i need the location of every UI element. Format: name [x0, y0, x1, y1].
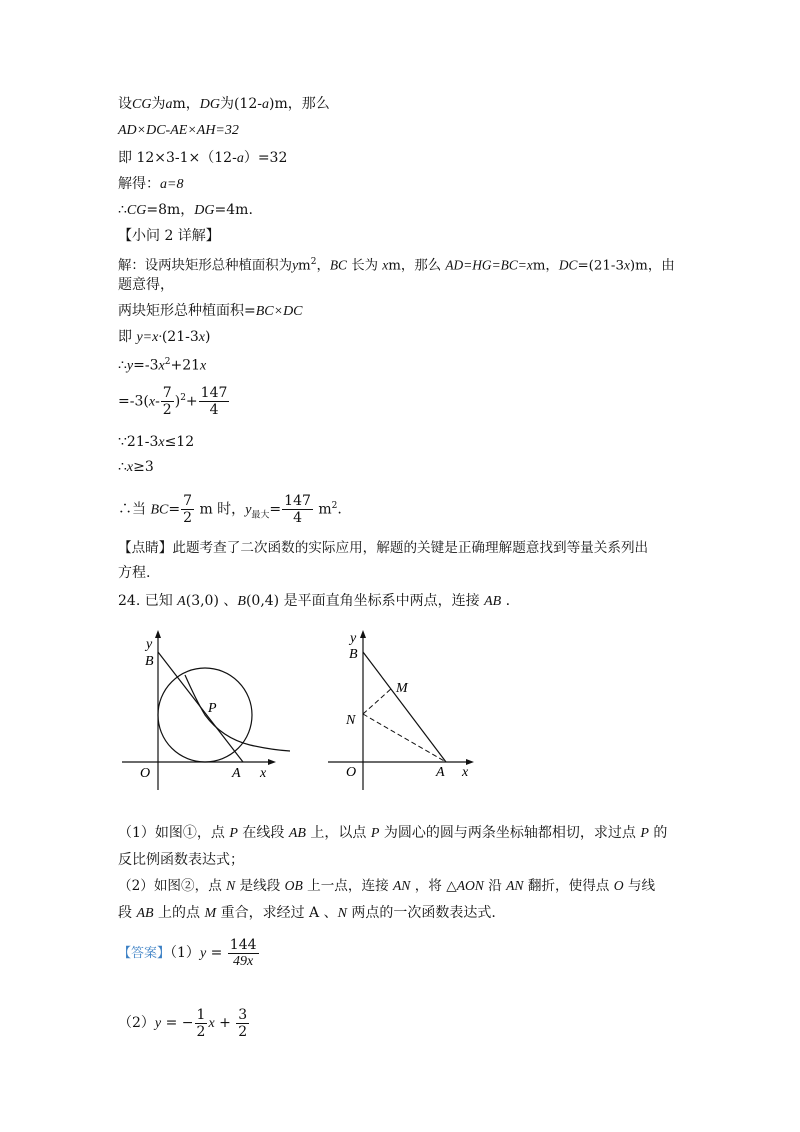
- denominator: 2: [238, 1023, 248, 1040]
- var-y: y: [245, 502, 252, 518]
- text: =4m.: [214, 202, 253, 218]
- text: ≤12: [164, 434, 195, 450]
- text: 是平面直角坐标系中两点，连接: [279, 593, 485, 609]
- label-y: y: [146, 637, 153, 652]
- therefore-symbol: ∴: [118, 357, 127, 374]
- segment-an: AN: [506, 878, 524, 893]
- numerator: 3: [238, 1006, 248, 1023]
- superscript: 2: [331, 501, 338, 511]
- point-b: B: [237, 594, 246, 609]
- var-x: x: [208, 1016, 215, 1031]
- var-bc: BC: [329, 257, 347, 273]
- text: )m，由: [629, 258, 675, 274]
- subquestion-2-heading: 【小问 2 详解】: [118, 228, 220, 244]
- y-axis-arrow: [360, 630, 366, 638]
- var-y: y: [292, 257, 299, 273]
- var-x: x: [158, 435, 165, 450]
- var-x: x: [382, 257, 389, 273]
- solution-line-8: 题意得，: [118, 277, 174, 293]
- therefore-symbol: ∴: [118, 459, 127, 475]
- var-cg: CG: [126, 203, 147, 218]
- text: ): [174, 393, 181, 410]
- fraction: [236, 1007, 249, 1040]
- label-y: y: [350, 631, 357, 646]
- var-cg: CG: [132, 97, 152, 112]
- y-axis-arrow: [155, 630, 161, 638]
- label-b: B: [349, 647, 358, 662]
- solution-line-10: [118, 327, 210, 348]
- denominator: 2: [196, 1023, 206, 1040]
- coordinate: (3,0): [185, 593, 219, 609]
- var-a: a: [236, 151, 244, 166]
- figure-2: [328, 630, 474, 790]
- text: 的: [648, 825, 668, 841]
- segment-na: [363, 714, 446, 762]
- denominator: 2: [183, 510, 192, 527]
- text: .: [337, 501, 342, 518]
- text: =-3: [133, 357, 159, 374]
- text: 与线: [623, 878, 656, 894]
- text: )m，那么: [268, 96, 330, 112]
- solution-line-5: [118, 200, 253, 221]
- solution-line-1: [118, 94, 330, 115]
- var-y: y: [199, 946, 207, 961]
- text: 重合，求经过 A 、: [216, 905, 338, 921]
- solution-line-15: [118, 488, 342, 533]
- text: 为: [151, 96, 166, 112]
- text: -: [155, 393, 160, 410]
- comment-line-2: 方程.: [118, 565, 151, 581]
- denominator: 2: [162, 402, 172, 419]
- segment-ab: AB: [288, 826, 306, 841]
- part-2-line-2: [118, 903, 496, 924]
- var-dg: DG: [199, 97, 220, 112]
- superscript: 2: [310, 257, 317, 267]
- hyperbola: [185, 675, 290, 751]
- solution-line-9: [118, 301, 303, 322]
- text: ）=32: [243, 150, 288, 166]
- text: =-3(: [118, 393, 149, 410]
- text: m，: [532, 258, 559, 274]
- because-text: ∵21-3: [118, 434, 159, 450]
- part-1-line-2: 反比例函数表达式；: [118, 852, 244, 868]
- figure-1: [122, 630, 290, 790]
- fraction: [161, 385, 174, 418]
- text: 上的点: [153, 905, 205, 921]
- numerator: 7: [183, 493, 192, 510]
- label-b: B: [145, 654, 154, 669]
- denominator: 49x: [233, 953, 254, 969]
- solution-line-7: [118, 252, 675, 276]
- text: 在线段: [237, 825, 289, 841]
- label-n: N: [346, 713, 356, 728]
- denominator: 4: [209, 402, 219, 419]
- fraction: [199, 385, 230, 418]
- var-x: x: [158, 358, 165, 374]
- point-p: P: [370, 826, 380, 841]
- text: m: [298, 258, 311, 274]
- solution-line-4: [118, 174, 183, 195]
- text: 设: [118, 96, 132, 112]
- point-o: O: [613, 878, 624, 893]
- segment-ob: OB: [284, 878, 303, 893]
- point-p: P: [640, 826, 649, 841]
- segment-nm: [363, 688, 392, 714]
- therefore-symbol: ∴: [118, 202, 127, 218]
- fraction: [195, 1007, 208, 1040]
- text: ，将: [410, 878, 447, 894]
- text: ∴当: [118, 501, 151, 518]
- fraction: [228, 937, 259, 970]
- text: ): [204, 329, 211, 345]
- text: m，: [172, 96, 200, 112]
- var-x: x: [623, 257, 630, 273]
- var-y: y: [126, 358, 134, 374]
- text: =: [168, 501, 181, 518]
- numerator: 7: [162, 385, 172, 402]
- var-a: a: [165, 97, 173, 112]
- comment-line-1: 【点睛】此题考查了二次函数的实际应用，解题的关键是正确理解题意找到等量关系列出: [118, 540, 649, 556]
- solution-line-11: [118, 352, 206, 377]
- text: =8m，: [146, 202, 195, 218]
- point-m: M: [204, 906, 217, 921]
- text: m 时，: [195, 501, 246, 518]
- label-x: x: [462, 765, 469, 780]
- denominator: 4: [293, 510, 302, 527]
- point-n: N: [337, 906, 347, 921]
- text: 、: [218, 593, 238, 609]
- text: 沿: [483, 878, 507, 894]
- solution-line-12: [118, 380, 230, 421]
- figures: [0, 620, 800, 820]
- answer-line-2: [118, 1004, 250, 1043]
- text: 两点的一次函数表达式.: [346, 905, 496, 921]
- text: （1）: [170, 945, 200, 961]
- text: =(21-3: [577, 258, 624, 274]
- numerator: 147: [284, 493, 311, 510]
- var-y: y: [154, 1016, 162, 1031]
- text: +: [185, 393, 198, 410]
- var-x: x: [148, 394, 156, 410]
- text: 两块矩形总种植面积=: [118, 303, 256, 319]
- text: +21: [170, 357, 201, 374]
- answer-tag: 【答案】: [118, 946, 171, 961]
- text: m: [313, 501, 332, 518]
- var-x: x: [126, 460, 134, 475]
- solution-line-3: [118, 148, 287, 169]
- coordinate: (0,4): [245, 593, 280, 609]
- segment-ab: AB: [484, 594, 502, 609]
- text: +: [214, 1015, 236, 1031]
- text: （1）如图①，点: [118, 825, 230, 841]
- point-p: P: [229, 826, 238, 841]
- text: m，那么: [388, 258, 446, 274]
- numerator: 1: [196, 1006, 206, 1023]
- var-a: a: [261, 97, 269, 112]
- triangle-symbol: △: [446, 878, 457, 894]
- text: 为圆心的圆与两条坐标轴都相切，求过点: [379, 825, 641, 841]
- var-x: x: [200, 358, 207, 374]
- label-a: A: [232, 766, 241, 781]
- numerator: 147: [200, 385, 228, 402]
- var-dc: DC: [558, 257, 578, 273]
- superscript: 2: [180, 393, 186, 403]
- label-m: M: [396, 681, 408, 696]
- text: ≥3: [133, 459, 154, 475]
- label-o: O: [346, 765, 357, 780]
- part-2-line-1: [118, 876, 655, 896]
- text: 解得：: [118, 176, 160, 192]
- var-x: x: [198, 330, 205, 345]
- label-a: A: [436, 765, 445, 780]
- expression: y=x·: [136, 330, 162, 345]
- point-a: A: [177, 594, 186, 609]
- segment-an: AN: [393, 878, 411, 893]
- subscript: 最大: [251, 510, 270, 521]
- numerator: 144: [229, 936, 257, 953]
- answer-line-1: [118, 934, 260, 973]
- point-n: N: [226, 878, 236, 893]
- text: 翻折，使得点: [523, 878, 614, 894]
- fraction: [282, 493, 313, 526]
- text: 上，以点: [305, 825, 371, 841]
- text: 上一点，连接: [302, 878, 393, 894]
- x-axis-arrow: [268, 759, 276, 765]
- fraction: [181, 493, 194, 526]
- solution-line-2: AD×DC-AE×AH=32: [118, 123, 239, 138]
- equation: AD=HG=BC=x: [445, 257, 533, 273]
- superscript: 2: [164, 357, 171, 367]
- text: 24. 已知: [118, 593, 178, 609]
- label-p: P: [208, 701, 217, 716]
- text: =: [206, 945, 227, 961]
- solution-line-14: [118, 457, 154, 478]
- solution-line-13: [118, 432, 194, 453]
- triangle-aon: AON: [456, 878, 484, 893]
- text: 即 12×3-1×（12-: [118, 150, 237, 166]
- text: = −: [161, 1015, 194, 1031]
- segment-ab: AB: [136, 906, 154, 921]
- text: (21-3: [161, 329, 199, 345]
- var-bc: BC: [150, 502, 169, 518]
- text: 为(12-: [219, 96, 262, 112]
- problem-24-statement: [118, 591, 510, 612]
- text: （2）如图②，点: [118, 878, 227, 894]
- label-x: x: [260, 766, 267, 781]
- text: 是线段: [235, 878, 285, 894]
- part-1-line-1: [118, 823, 667, 844]
- var-dg: DG: [194, 203, 215, 218]
- equation: a=8: [160, 177, 184, 192]
- text: =: [269, 501, 282, 518]
- expression: BC×DC: [255, 304, 303, 319]
- text: ，: [316, 258, 330, 274]
- text: 解：设两块矩形总种植面积为: [118, 258, 293, 274]
- segment-ab: [363, 652, 446, 762]
- text: 段: [118, 905, 137, 921]
- text: .: [501, 593, 511, 609]
- text: 长为: [346, 258, 383, 274]
- text: 即: [118, 329, 137, 345]
- label-o: O: [140, 766, 151, 781]
- text: （2）: [118, 1015, 155, 1031]
